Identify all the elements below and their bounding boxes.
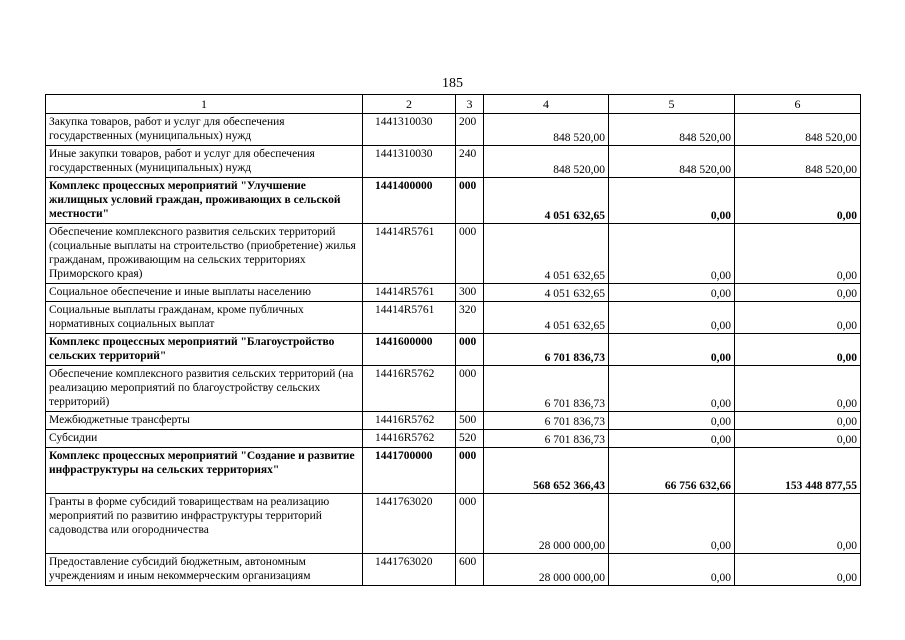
row-value-col4: 848 520,00 bbox=[484, 146, 609, 178]
row-value-col6: 0,00 bbox=[735, 302, 861, 334]
row-value-col5: 848 520,00 bbox=[609, 146, 735, 178]
column-header: 4 bbox=[484, 95, 609, 114]
row-value-col6: 153 448 877,55 bbox=[735, 448, 861, 494]
row-value-col6: 0,00 bbox=[735, 412, 861, 430]
row-value-col5: 0,00 bbox=[609, 224, 735, 284]
table-row bbox=[46, 302, 861, 334]
row-value-col4: 4 051 632,65 bbox=[484, 284, 609, 302]
row-group: 000 bbox=[456, 178, 484, 224]
row-value-col4: 6 701 836,73 bbox=[484, 430, 609, 448]
row-value-col4: 568 652 366,43 bbox=[484, 448, 609, 494]
row-value-col5: 0,00 bbox=[609, 334, 735, 366]
row-value-col6: 848 520,00 bbox=[735, 114, 861, 146]
row-group: 600 bbox=[456, 554, 484, 586]
row-value-col6: 848 520,00 bbox=[735, 146, 861, 178]
table-row bbox=[46, 366, 861, 412]
table-row bbox=[46, 412, 861, 430]
row-value-col4: 28 000 000,00 bbox=[484, 554, 609, 586]
row-code: 1441400000 bbox=[363, 178, 456, 224]
table-row bbox=[46, 334, 861, 366]
row-group: 500 bbox=[456, 412, 484, 430]
row-name: Социальные выплаты гражданам, кроме публичных нормативных социальных выплат bbox=[46, 302, 363, 334]
table-row bbox=[46, 284, 861, 302]
row-group: 520 bbox=[456, 430, 484, 448]
row-group: 000 bbox=[456, 366, 484, 412]
column-header: 6 bbox=[735, 95, 861, 114]
row-code: 1441310030 bbox=[363, 146, 456, 178]
column-header: 1 bbox=[46, 95, 363, 114]
row-group: 200 bbox=[456, 114, 484, 146]
row-group: 000 bbox=[456, 334, 484, 366]
row-name: Комплекс процессных мероприятий "Создание и развитие инфраструктуры на сельских территориях" bbox=[46, 448, 363, 494]
row-value-col5: 0,00 bbox=[609, 412, 735, 430]
table-header-row bbox=[46, 95, 861, 114]
row-name: Межбюджетные трансферты bbox=[46, 412, 363, 430]
row-value-col6: 0,00 bbox=[735, 366, 861, 412]
budget-table bbox=[45, 94, 861, 586]
row-code: 1441763020 bbox=[363, 554, 456, 586]
table-row bbox=[46, 554, 861, 586]
row-value-col5: 0,00 bbox=[609, 284, 735, 302]
row-value-col5: 0,00 bbox=[609, 554, 735, 586]
row-name: Социальное обеспечение и иные выплаты населению bbox=[46, 284, 363, 302]
table-row bbox=[46, 494, 861, 554]
row-name: Комплекс процессных мероприятий "Благоустройство сельских территорий" bbox=[46, 334, 363, 366]
row-value-col6: 0,00 bbox=[735, 334, 861, 366]
row-name: Предоставление субсидий бюджетным, автономным учреждениям и иным некоммерческим организациям bbox=[46, 554, 363, 586]
row-code: 1441600000 bbox=[363, 334, 456, 366]
row-value-col4: 6 701 836,73 bbox=[484, 412, 609, 430]
row-value-col4: 28 000 000,00 bbox=[484, 494, 609, 554]
row-value-col6: 0,00 bbox=[735, 494, 861, 554]
row-value-col5: 0,00 bbox=[609, 494, 735, 554]
row-group: 320 bbox=[456, 302, 484, 334]
row-name: Обеспечение комплексного развития сельских территорий (социальные выплаты на строительство (приобретение) жилья гражданам, проживающим на сельских территориях Приморского края) bbox=[46, 224, 363, 284]
row-name: Субсидии bbox=[46, 430, 363, 448]
row-value-col4: 4 051 632,65 bbox=[484, 224, 609, 284]
row-value-col6: 0,00 bbox=[735, 178, 861, 224]
row-name: Комплекс процессных мероприятий "Улучшение жилищных условий граждан, проживающих в сельской местности" bbox=[46, 178, 363, 224]
column-header: 2 bbox=[363, 95, 456, 114]
row-value-col5: 0,00 bbox=[609, 430, 735, 448]
row-value-col5: 66 756 632,66 bbox=[609, 448, 735, 494]
row-value-col5: 848 520,00 bbox=[609, 114, 735, 146]
row-value-col4: 848 520,00 bbox=[484, 114, 609, 146]
table-row bbox=[46, 224, 861, 284]
row-name: Обеспечение комплексного развития сельских территорий (на реализацию мероприятий по благоустройству сельских территорий) bbox=[46, 366, 363, 412]
column-header: 5 bbox=[609, 95, 735, 114]
row-group: 240 bbox=[456, 146, 484, 178]
row-value-col4: 4 051 632,65 bbox=[484, 178, 609, 224]
page-number: 185 bbox=[442, 76, 463, 91]
row-code: 14414R5761 bbox=[363, 224, 456, 284]
column-header: 3 bbox=[456, 95, 484, 114]
row-group: 000 bbox=[456, 224, 484, 284]
row-value-col6: 0,00 bbox=[735, 284, 861, 302]
row-group: 000 bbox=[456, 494, 484, 554]
row-code: 14414R5761 bbox=[363, 284, 456, 302]
row-name: Закупка товаров, работ и услуг для обеспечения государственных (муниципальных) нужд bbox=[46, 114, 363, 146]
row-group: 000 bbox=[456, 448, 484, 494]
table-row bbox=[46, 146, 861, 178]
row-group: 300 bbox=[456, 284, 484, 302]
row-value-col6: 0,00 bbox=[735, 554, 861, 586]
row-value-col6: 0,00 bbox=[735, 224, 861, 284]
row-code: 1441763020 bbox=[363, 494, 456, 554]
row-value-col5: 0,00 bbox=[609, 302, 735, 334]
row-code: 14416R5762 bbox=[363, 430, 456, 448]
row-value-col4: 6 701 836,73 bbox=[484, 366, 609, 412]
table-row bbox=[46, 114, 861, 146]
table-row bbox=[46, 448, 861, 494]
row-value-col4: 4 051 632,65 bbox=[484, 302, 609, 334]
table-row bbox=[46, 178, 861, 224]
row-code: 1441700000 bbox=[363, 448, 456, 494]
row-name: Гранты в форме субсидий товариществам на реализацию мероприятий по развитию инфраструктуры территорий садоводства или огородничества bbox=[46, 494, 363, 554]
row-code: 1441310030 bbox=[363, 114, 456, 146]
row-code: 14416R5762 bbox=[363, 366, 456, 412]
row-code: 14416R5762 bbox=[363, 412, 456, 430]
row-value-col4: 6 701 836,73 bbox=[484, 334, 609, 366]
row-value-col5: 0,00 bbox=[609, 366, 735, 412]
row-code: 14414R5761 bbox=[363, 302, 456, 334]
row-value-col5: 0,00 bbox=[609, 178, 735, 224]
table-row bbox=[46, 430, 861, 448]
row-name: Иные закупки товаров, работ и услуг для обеспечения государственных (муниципальных) нужд bbox=[46, 146, 363, 178]
row-value-col6: 0,00 bbox=[735, 430, 861, 448]
